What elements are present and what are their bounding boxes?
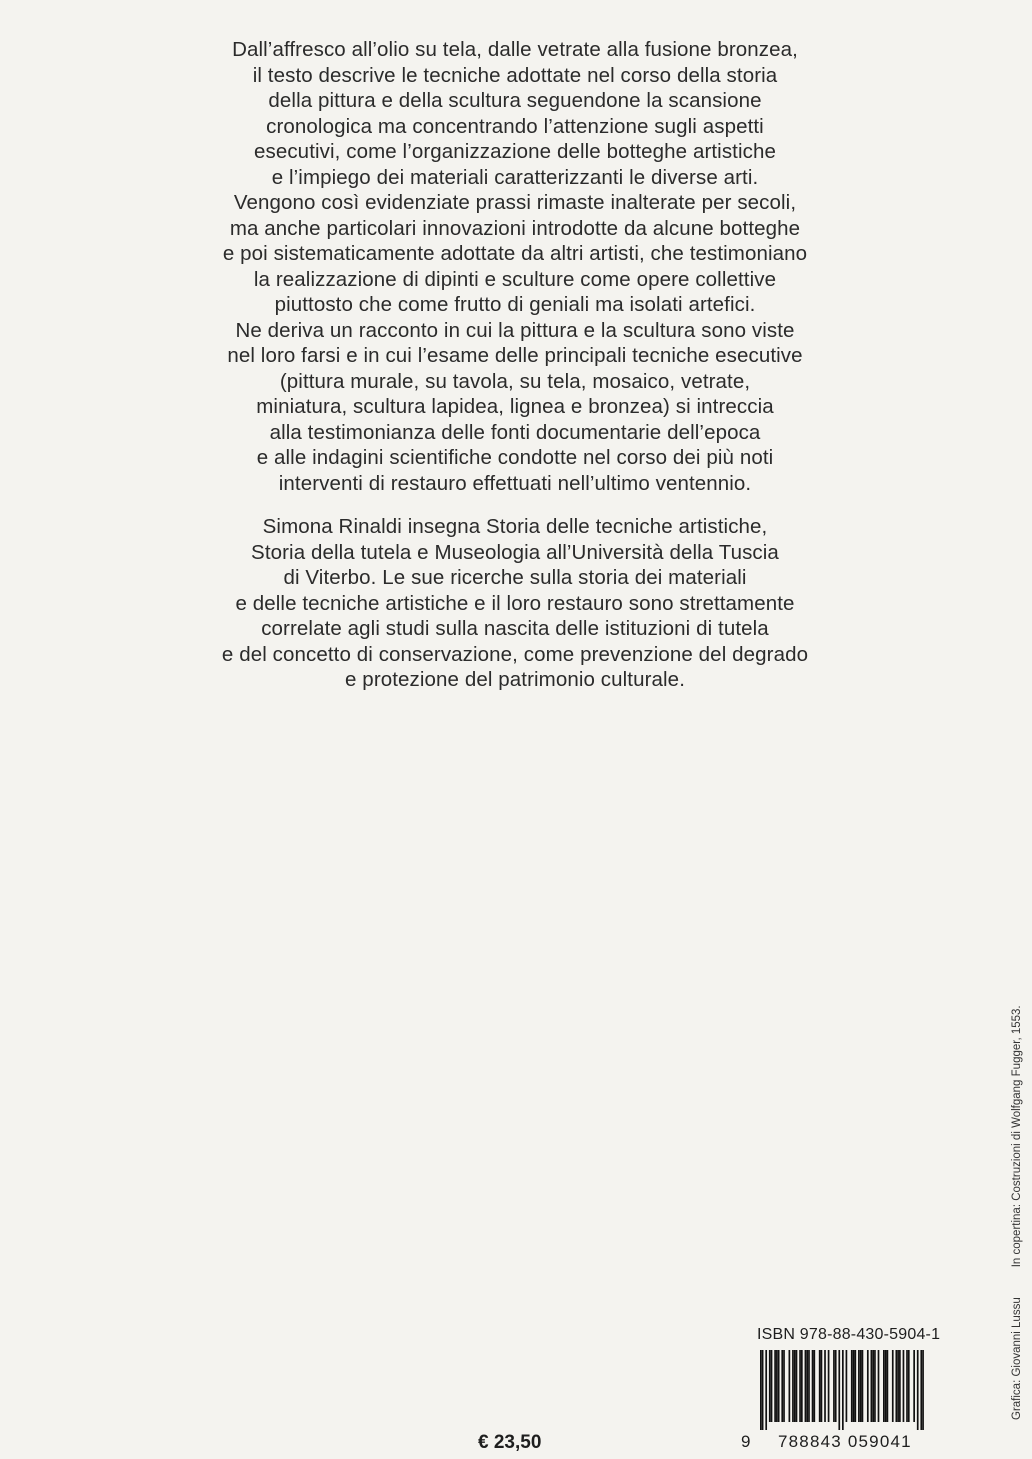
barcode-bar	[872, 1350, 874, 1422]
barcode-bar	[885, 1350, 887, 1422]
bio-line: Simona Rinaldi insegna Storia delle tecniche artistiche,	[262, 515, 768, 538]
description-line: esecutivi, come l’organizzazione delle botteghe artistiche	[253, 140, 776, 163]
barcode-bar	[762, 1350, 764, 1430]
barcode-bar	[874, 1350, 876, 1422]
description-line: e poi sistematicamente adottate da altri artisti, che testimoniano	[222, 242, 808, 265]
barcode-bar	[808, 1350, 810, 1422]
description-line: Dall’affresco all’olio su tela, dalle vetrate alla fusione bronzea,	[232, 38, 798, 61]
barcode-bar	[917, 1350, 919, 1430]
isbn-barcode	[760, 1350, 924, 1430]
bio-line: di Viterbo. Le sue ricerche sulla storia dei materiali	[283, 566, 747, 589]
bio-line: Storia della tutela e Museologia all’Università della Tuscia	[251, 540, 779, 564]
barcode-bar	[895, 1350, 897, 1422]
barcode-bar	[799, 1350, 801, 1422]
barcode-bar	[812, 1350, 814, 1422]
barcode-bar	[760, 1350, 762, 1430]
barcode-bar	[769, 1350, 771, 1422]
barcode-bar	[783, 1350, 785, 1422]
barcode-bar	[908, 1350, 910, 1422]
barcode-bar	[922, 1350, 924, 1430]
description-line: e alle indagini scientifiche condotte nel corso dei più noti	[256, 446, 774, 469]
barcode-bar	[913, 1350, 915, 1422]
barcode-bar	[883, 1350, 885, 1422]
barcode-bar	[867, 1350, 869, 1422]
barcode-bar	[824, 1350, 826, 1422]
description-line: la realizzazione di dipinti e sculture come opere collettive	[253, 267, 777, 291]
barcode-bar	[813, 1350, 815, 1422]
barcode-bar	[765, 1350, 767, 1430]
barcode-bar	[846, 1350, 848, 1422]
bio-line: e del concetto di conservazione, come prevenzione del degrado	[221, 642, 809, 666]
barcode-bar	[792, 1350, 794, 1422]
author-bio	[150, 514, 880, 693]
description-line: piuttosto che come frutto di geniali ma isolati artefici.	[274, 293, 756, 316]
barcode-bar	[853, 1350, 855, 1422]
barcode-bar	[794, 1350, 796, 1422]
barcode-bar	[860, 1350, 862, 1422]
barcode-bar	[781, 1350, 783, 1422]
barcode-bar	[801, 1350, 803, 1422]
barcode-bar	[851, 1350, 853, 1422]
bio-line: e protezione del patrimonio culturale.	[345, 668, 685, 691]
barcode-bar	[796, 1350, 798, 1422]
barcode-bar	[819, 1350, 821, 1422]
description-line: della pittura e della scultura seguendone la scansione	[268, 89, 762, 112]
description-line: ma anche particolari innovazioni introdotte da alcune botteghe	[229, 216, 801, 240]
book-description	[150, 37, 880, 496]
description-line: alla testimonianza delle fonti documentarie dell’epoca	[269, 420, 761, 444]
bio-line: e delle tecniche artistiche e il loro restauro sono strettamente	[235, 591, 795, 615]
description-line: Vengono così evidenziate prassi rimaste inalterate per secoli,	[233, 191, 797, 214]
barcode-bar	[892, 1350, 894, 1422]
barcode-bar	[878, 1350, 880, 1422]
barcode-bar	[805, 1350, 807, 1422]
isbn-label: ISBN 978-88-430-5904-1	[757, 1326, 941, 1343]
description-line: Ne deriva un racconto in cui la pittura e la scultura sono viste	[235, 318, 795, 342]
description-line: interventi di restauro effettuati nell’ultimo ventennio.	[278, 471, 752, 495]
description-line: e l’impiego dei materiali caratterizzanti le diverse arti.	[271, 165, 759, 189]
barcode-bar	[774, 1350, 776, 1422]
barcode-bar	[835, 1350, 837, 1422]
barcode-bar	[778, 1350, 780, 1422]
barcode-bar	[906, 1350, 908, 1422]
description-line: il testo descrive le tecniche adottate nel corso della storia	[252, 63, 778, 87]
barcode-bar	[858, 1350, 860, 1422]
barcode-bar	[903, 1350, 905, 1422]
description-line: (pittura murale, su tavola, su tela, mosaico, vetrate,	[279, 369, 751, 393]
barcode-bar	[776, 1350, 778, 1422]
barcode-bar	[920, 1350, 922, 1430]
description-line: cronologica ma concentrando l’attenzione sugli aspetti	[266, 114, 764, 138]
description-line: nel loro farsi e in cui l’esame delle principali tecniche esecutive	[227, 344, 803, 367]
barcode-bar	[771, 1350, 773, 1422]
barcode-bar	[854, 1350, 856, 1422]
barcode-bar	[887, 1350, 889, 1422]
barcode-digits: 788843 059041	[778, 1432, 912, 1451]
description-line: miniatura, scultura lapidea, lignea e bronzea) si intreccia	[256, 395, 774, 418]
barcode-bar	[806, 1350, 808, 1422]
side-credits	[1011, 1005, 1023, 1420]
barcode-bar	[838, 1350, 840, 1430]
barcode-bar	[789, 1350, 791, 1422]
credit-cover-image: In copertina: Costruzioni di Wolfgang Fugger, 1553.	[1011, 1005, 1023, 1268]
barcode-bar	[862, 1350, 864, 1422]
barcode-bar	[828, 1350, 830, 1422]
barcode-bar	[833, 1350, 835, 1422]
bio-line: correlate agli studi sulla nascita delle istituzioni di tutela	[261, 617, 769, 640]
barcode-bar	[897, 1350, 899, 1422]
credit-design: Grafica: Giovanni Lussu	[1011, 1297, 1023, 1420]
barcode-bar	[842, 1350, 844, 1430]
barcode-bar	[899, 1350, 901, 1422]
barcode-bar	[821, 1350, 823, 1422]
barcode-bar	[871, 1350, 873, 1422]
barcode-first-digit: 9	[741, 1432, 752, 1451]
price-label: € 23,50	[478, 1432, 542, 1453]
